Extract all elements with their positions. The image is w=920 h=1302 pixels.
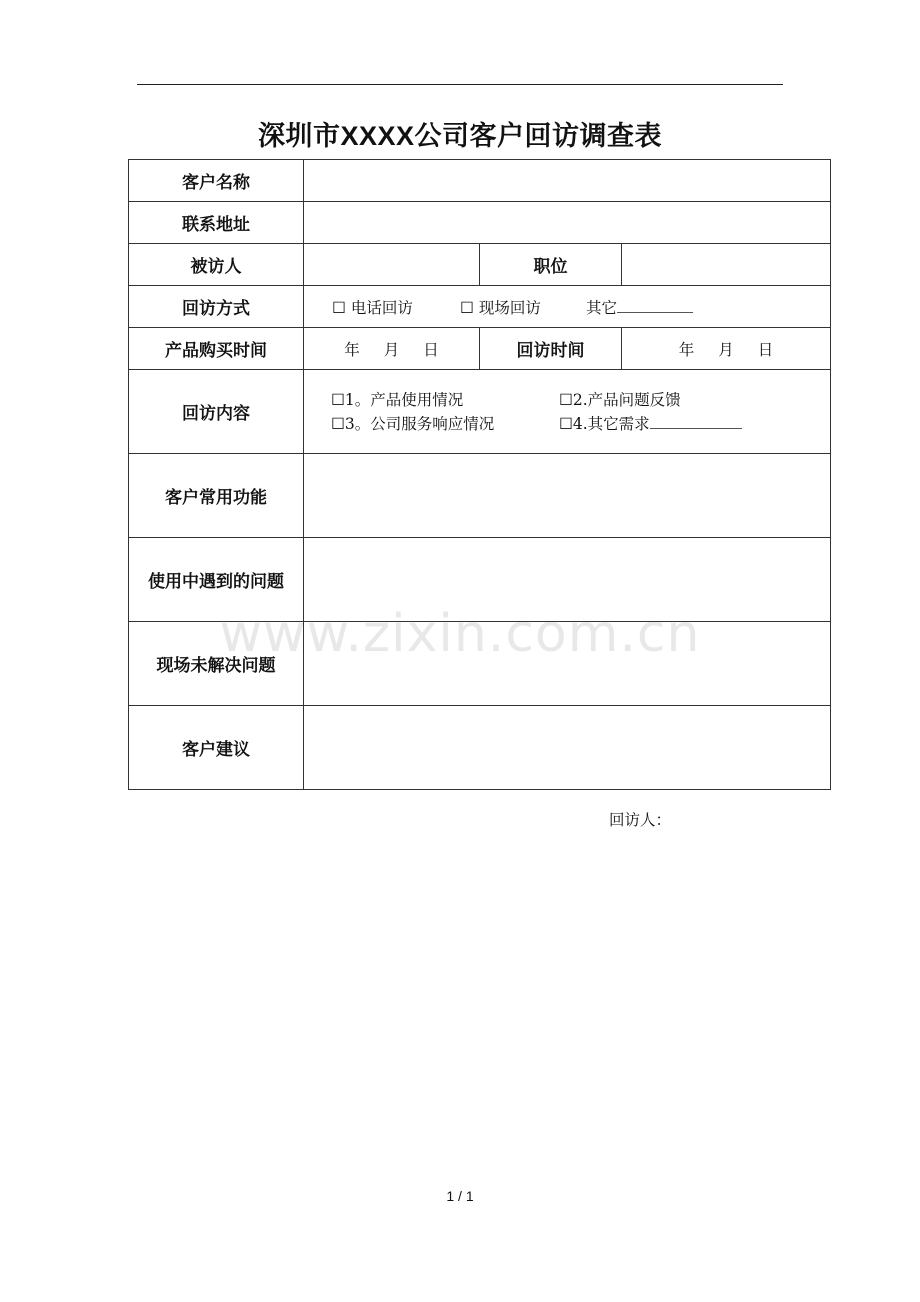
row-visit-method xyxy=(129,286,831,328)
header-rule xyxy=(137,84,783,85)
field-common-functions[interactable] xyxy=(304,454,831,538)
checkbox-phone-visit[interactable]: ☐ 电话回访 xyxy=(332,298,413,317)
label-visit-method: 回访方式 xyxy=(129,286,304,328)
purchase-year-label: 年 xyxy=(344,340,360,359)
label-problems-in-use: 使用中遇到的问题 xyxy=(129,538,304,622)
label-visit-content: 回访内容 xyxy=(129,370,304,454)
label-visit-time: 回访时间 xyxy=(480,328,622,370)
row-interviewee xyxy=(129,244,831,286)
label-common-functions: 客户常用功能 xyxy=(129,454,304,538)
row-common-functions xyxy=(129,454,831,538)
field-suggestions[interactable] xyxy=(304,706,831,790)
row-suggestions xyxy=(129,706,831,790)
visit-day-label: 日 xyxy=(757,340,774,359)
field-visit-content xyxy=(304,370,831,454)
field-customer-name[interactable] xyxy=(304,160,831,202)
row-visit-content xyxy=(129,370,831,454)
option-other-label: 其它 xyxy=(586,298,618,317)
row-customer-name xyxy=(129,160,831,202)
label-position: 职位 xyxy=(480,244,622,286)
visit-month-label: 月 xyxy=(718,340,734,359)
field-unresolved[interactable] xyxy=(304,622,831,706)
other-blank-line[interactable] xyxy=(617,298,693,313)
field-position[interactable] xyxy=(622,244,831,286)
visit-year-label: 年 xyxy=(678,340,695,359)
purchase-day-label: 日 xyxy=(423,340,439,359)
page-number: 1 / 1 xyxy=(446,1188,474,1204)
checkbox-product-feedback[interactable]: ☐2.产品问题反馈 xyxy=(559,390,681,409)
field-visit-method xyxy=(304,286,831,328)
field-address[interactable] xyxy=(304,202,831,244)
survey-form-table xyxy=(128,159,831,790)
checkbox-other-needs[interactable]: ☐4.其它需求 xyxy=(559,414,650,433)
page-title: 深圳市XXXX公司客户回访调查表 xyxy=(257,121,663,152)
field-interviewee[interactable] xyxy=(304,244,480,286)
other-needs-blank-line[interactable] xyxy=(650,414,742,429)
purchase-month-label: 月 xyxy=(383,340,400,359)
checkbox-service-response[interactable]: ☐3。公司服务响应情况 xyxy=(331,414,495,433)
label-address: 联系地址 xyxy=(129,202,304,244)
field-problems-in-use[interactable] xyxy=(304,538,831,622)
visitor-signature-label: 回访人： xyxy=(609,811,672,829)
checkbox-product-usage[interactable]: ☐1。产品使用情况 xyxy=(331,390,464,409)
field-purchase-date[interactable] xyxy=(304,328,480,370)
label-interviewee: 被访人 xyxy=(129,244,304,286)
watermark: www.zixin.com.cn xyxy=(219,604,701,664)
label-customer-name: 客户名称 xyxy=(129,160,304,202)
row-times xyxy=(129,328,831,370)
row-problems-in-use xyxy=(129,538,831,622)
row-unresolved xyxy=(129,622,831,706)
label-unresolved: 现场未解决问题 xyxy=(129,622,304,706)
checkbox-onsite-visit[interactable]: ☐ 现场回访 xyxy=(460,298,541,317)
label-suggestions: 客户建议 xyxy=(129,706,304,790)
row-address xyxy=(129,202,831,244)
field-visit-date[interactable] xyxy=(622,328,831,370)
label-purchase-time: 产品购买时间 xyxy=(129,328,304,370)
